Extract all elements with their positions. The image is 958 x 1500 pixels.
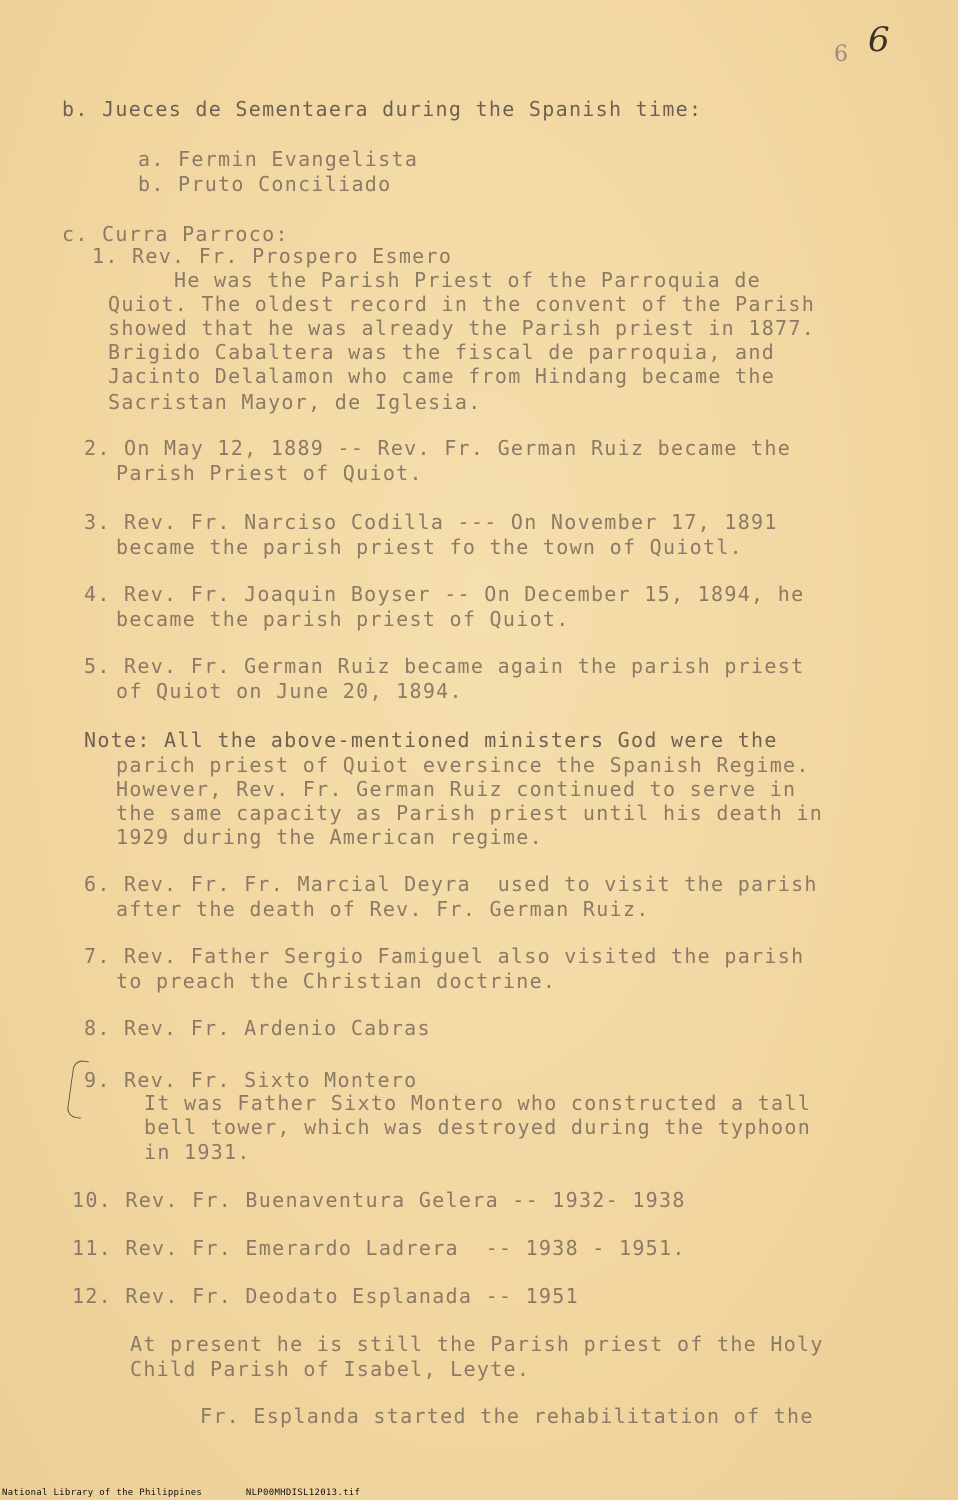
entry-5: 5. Rev. Fr. German Ruiz became again the parish priest	[84, 654, 805, 678]
entry-12-text: At present he is still the Parish priest of the Holy	[130, 1332, 824, 1356]
ink-page-number: 6	[868, 20, 890, 60]
section-c-heading: c. Curra Parroco:	[62, 222, 289, 246]
entry-3: became the parish priest fo the town of Quiotl.	[116, 535, 744, 559]
entry-7: 7. Rev. Father Sergio Famiguel also visited the parish	[84, 944, 805, 968]
entry-9-text: It was Father Sixto Montero who constructed a tall	[144, 1091, 812, 1115]
entry-1-text: Sacristan Mayor, de Iglesia.	[108, 390, 482, 414]
entry-4: became the parish priest of Quiot.	[116, 607, 570, 631]
section-b-heading: b. Jueces de Sementaera during the Spanish time:	[62, 97, 703, 121]
footer-library: National Library of the Philippines	[2, 1488, 203, 1498]
note-text: Note: All the above-mentioned ministers God were the	[84, 728, 778, 752]
entry-1-text: Brigido Cabaltera was the fiscal de parroquia, and	[108, 340, 776, 364]
note-text: the same capacity as Parish priest until his death in	[116, 801, 824, 825]
entry-4: 4. Rev. Fr. Joaquin Boyser -- On December 15, 1894, he	[84, 582, 805, 606]
section-b-item: b. Pruto Conciliado	[138, 172, 392, 196]
footer-filename: NLP00MHDISL12013.tif	[245, 1488, 361, 1498]
entry-1-text: He was the Parish Priest of the Parroquia de	[174, 268, 762, 292]
entry-11: 11. Rev. Fr. Emerardo Ladrera -- 1938 - 1951.	[72, 1236, 686, 1260]
note-text: 1929 during the American regime.	[116, 825, 543, 849]
entry-5: of Quiot on June 20, 1894.	[116, 679, 463, 703]
entry-7: to preach the Christian doctrine.	[116, 969, 557, 993]
entry-1-text: showed that he was already the Parish priest in 1877.	[108, 316, 816, 340]
entry-3: 3. Rev. Fr. Narciso Codilla --- On November 17, 1891	[84, 510, 778, 534]
entry-6: 6. Rev. Fr. Fr. Marcial Deyra used to visit the parish	[84, 872, 818, 896]
closing-line: Fr. Esplanda started the rehabilitation of the	[200, 1404, 814, 1428]
entry-6: after the death of Rev. Fr. German Ruiz.	[116, 897, 650, 921]
entry-1-text: Jacinto Delalamon who came from Hindang became the	[108, 364, 776, 388]
scan-footer	[2, 1488, 398, 1498]
entry-12-text: Child Parish of Isabel, Leyte.	[130, 1357, 531, 1381]
entry-12: 12. Rev. Fr. Deodato Esplanada -- 1951	[72, 1284, 579, 1308]
note-text: However, Rev. Fr. German Ruiz continued to serve in	[116, 777, 797, 801]
entry-2: 2. On May 12, 1889 -- Rev. Fr. German Ruiz became the	[84, 436, 792, 460]
entry-10: 10. Rev. Fr. Buenaventura Gelera -- 1932- 1938	[72, 1188, 686, 1212]
pencil-page-number: 6	[834, 42, 848, 67]
entry-1-text: Quiot. The oldest record in the convent of the Parish	[108, 292, 816, 316]
entry-9-title: 9. Rev. Fr. Sixto Montero	[84, 1068, 418, 1092]
entry-9-text: bell tower, which was destroyed during the typhoon	[144, 1115, 812, 1139]
entry-8: 8. Rev. Fr. Ardenio Cabras	[84, 1016, 431, 1040]
note-text: parich priest of Quiot eversince the Spanish Regime.	[116, 753, 810, 777]
entry-2: Parish Priest of Quiot.	[116, 461, 423, 485]
section-b-item: a. Fermin Evangelista	[138, 147, 419, 171]
entry-1-title: 1. Rev. Fr. Prospero Esmero	[92, 244, 453, 268]
entry-9-text: in 1931.	[144, 1140, 251, 1164]
